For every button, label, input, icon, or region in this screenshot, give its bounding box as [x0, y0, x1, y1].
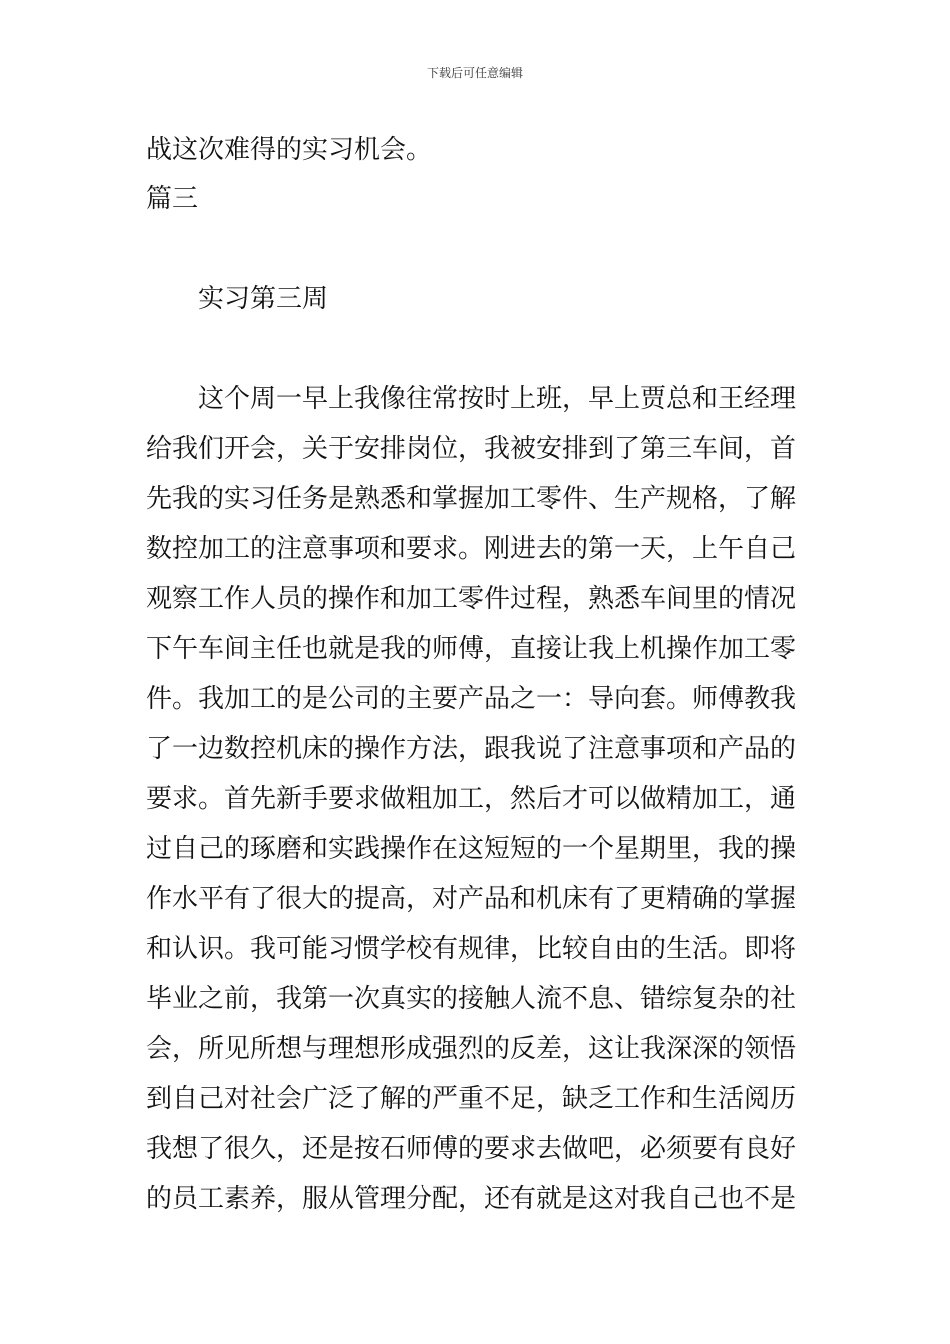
paragraph-line: 给我们开会，关于安排岗位，我被安排到了第三车间，首	[146, 434, 797, 464]
text-line: 战这次难得的实习机会。	[146, 135, 433, 165]
paragraph-line: 件。我加工的是公司的主要产品之一：导向套。师傅教我	[146, 684, 797, 714]
paragraph-line: 这个周一早上我像往常按时上班，早上贾总和王经理	[198, 384, 797, 414]
paragraph-line: 会，所见所想与理想形成强烈的反差，这让我深深的领悟	[146, 1034, 797, 1064]
section-title: 篇三	[146, 184, 199, 214]
subsection-title: 实习第三周	[198, 284, 329, 314]
paragraph-line: 到自己对社会广泛了解的严重不足，缺乏工作和生活阅历	[146, 1084, 797, 1114]
paragraph-line: 下午车间主任也就是我的师傅，直接让我上机操作加工零	[146, 634, 797, 664]
page-header: 下载后可任意编辑	[426, 66, 523, 80]
paragraph-line: 观察工作人员的操作和加工零件过程，熟悉车间里的情况	[146, 584, 797, 614]
paragraph-line: 了一边数控机床的操作方法，跟我说了注意事项和产品的	[146, 734, 797, 764]
paragraph-line: 先我的实习任务是熟悉和掌握加工零件、生产规格，了解	[146, 484, 797, 514]
paragraph-line: 和认识。我可能习惯学校有规律，比较自由的生活。即将	[146, 934, 797, 964]
paragraph-line: 我想了很久，还是按石师傅的要求去做吧，必须要有良好	[146, 1134, 797, 1164]
paragraph-line: 数控加工的注意事项和要求。刚进去的第一天，上午自己	[146, 534, 797, 564]
paragraph-line: 作水平有了很大的提高，对产品和机床有了更精确的掌握	[146, 884, 797, 914]
paragraph-line: 过自己的琢磨和实践操作在这短短的一个星期里，我的操	[146, 834, 797, 864]
paragraph-line: 的员工素养，服从管理分配，还有就是这对我自己也不是	[146, 1184, 797, 1214]
paragraph-line: 要求。首先新手要求做粗加工，然后才可以做精加工，通	[146, 784, 797, 814]
paragraph-line: 毕业之前，我第一次真实的接触人流不息、错综复杂的社	[146, 984, 797, 1014]
